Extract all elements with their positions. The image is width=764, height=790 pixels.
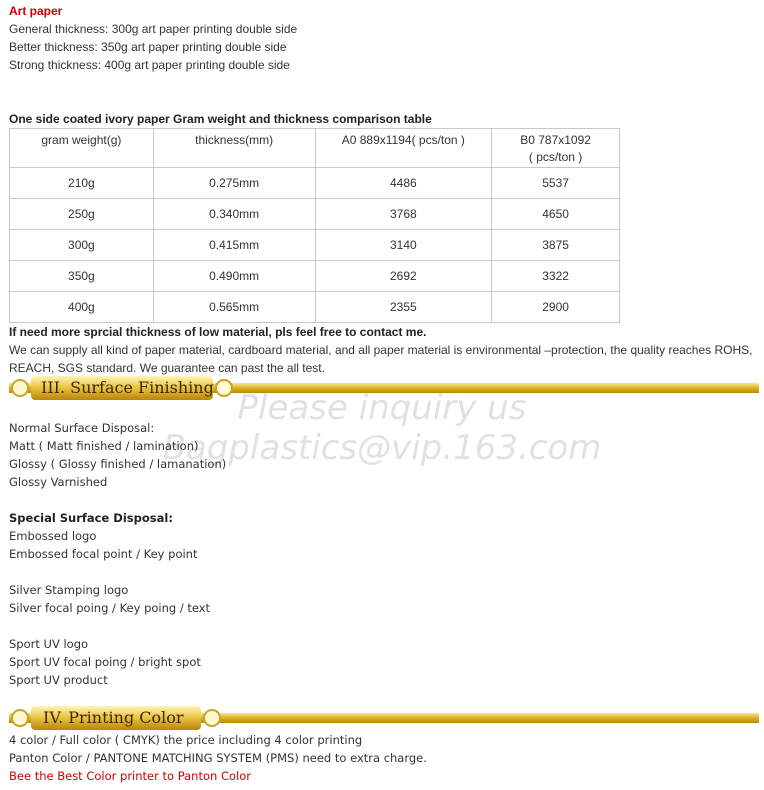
cell-a0: 3768 — [315, 199, 492, 230]
special-surface-title: Special Surface Disposal: — [9, 511, 173, 525]
normal-surface-title: Normal Surface Disposal: — [9, 421, 155, 435]
art-paper-title: Art paper — [9, 4, 63, 18]
cell-thickness: 0.275mm — [153, 168, 315, 199]
printing-line-1: 4 color / Full color ( CMYK) the price including 4 color printing — [9, 733, 363, 747]
section-title-surface-finishing: III. Surface Finishing — [41, 378, 214, 397]
art-paper-line-3: Strong thickness: 400g art paper printing double side — [9, 58, 290, 72]
cell-thickness: 0.565mm — [153, 292, 315, 323]
art-paper-line-2: Better thickness: 350g art paper printing double side — [9, 40, 287, 54]
cell-thickness: 0.415mm — [153, 230, 315, 261]
contact-line-1: We can supply all kind of paper material, cardboard material, and all paper material is environmental –protection, the quality reaches ROHS, — [9, 343, 753, 357]
cell-gram: 210g — [10, 168, 154, 199]
cell-thickness: 0.490mm — [153, 261, 315, 292]
normal-item-matt: Matt ( Matt finished / lamination) — [9, 439, 199, 453]
watermark-email: Bagplastics@vip.163.com — [162, 428, 602, 468]
table-row — [10, 261, 620, 292]
cell-gram: 350g — [10, 261, 154, 292]
table-title: One side coated ivory paper Gram weight and thickness comparison table — [9, 112, 432, 126]
cell-gram: 250g — [10, 199, 154, 230]
header-thickness: thickness(mm) — [153, 129, 315, 168]
header-b0-size: B0 787x1092 — [520, 133, 591, 147]
special-item: Sport UV product — [9, 673, 108, 687]
special-item: Sport UV logo — [9, 637, 89, 651]
ornament-right-icon — [203, 709, 221, 727]
comparison-table — [9, 128, 620, 323]
cell-a0: 2692 — [315, 261, 492, 292]
cell-b0: 3322 — [492, 261, 620, 292]
header-b0-unit: ( pcs/ton ) — [528, 150, 583, 164]
cell-b0: 3875 — [492, 230, 620, 261]
contact-heading: If need more sprcial thickness of low material, pls feel free to contact me. — [9, 325, 427, 339]
cell-gram: 300g — [10, 230, 154, 261]
table-row — [10, 230, 620, 261]
printing-highlight: Bee the Best Color printer to Panton Color — [9, 769, 251, 783]
table-row — [10, 168, 620, 199]
cell-b0: 2900 — [492, 292, 620, 323]
table-header-row — [10, 129, 620, 168]
header-b0 — [492, 129, 620, 168]
normal-item-glossy: Glossy ( Glossy finished / lamanation) — [9, 457, 227, 471]
cell-a0: 2355 — [315, 292, 492, 323]
printing-line-2: Panton Color / PANTONE MATCHING SYSTEM (PMS) need to extra charge. — [9, 751, 427, 765]
ornament-left-icon — [11, 709, 29, 727]
header-a0: A0 889x1194( pcs/ton ) — [315, 129, 492, 168]
special-item: Sport UV focal poing / bright spot — [9, 655, 201, 669]
watermark-inquiry: Please inquiry us — [237, 388, 527, 428]
header-gram-weight: gram weight(g) — [10, 129, 154, 168]
contact-line-2: REACH, SGS standard. We guarantee can past the all test. — [9, 361, 325, 375]
special-item: Embossed focal point / Key point — [9, 547, 198, 561]
special-item: Silver Stamping logo — [9, 583, 129, 597]
cell-a0: 4486 — [315, 168, 492, 199]
cell-thickness: 0.340mm — [153, 199, 315, 230]
cell-gram: 400g — [10, 292, 154, 323]
art-paper-line-1: General thickness: 300g art paper printing double side — [9, 22, 298, 36]
table-row — [10, 292, 620, 323]
normal-item-varnished: Glossy Varnished — [9, 475, 108, 489]
cell-b0: 4650 — [492, 199, 620, 230]
special-item: Embossed logo — [9, 529, 97, 543]
cell-b0: 5537 — [492, 168, 620, 199]
cell-a0: 3140 — [315, 230, 492, 261]
printing-color-banner — [9, 706, 759, 730]
section-title-printing-color: IV. Printing Color — [43, 708, 184, 727]
table-row — [10, 199, 620, 230]
special-item: Silver focal poing / Key poing / text — [9, 601, 211, 615]
